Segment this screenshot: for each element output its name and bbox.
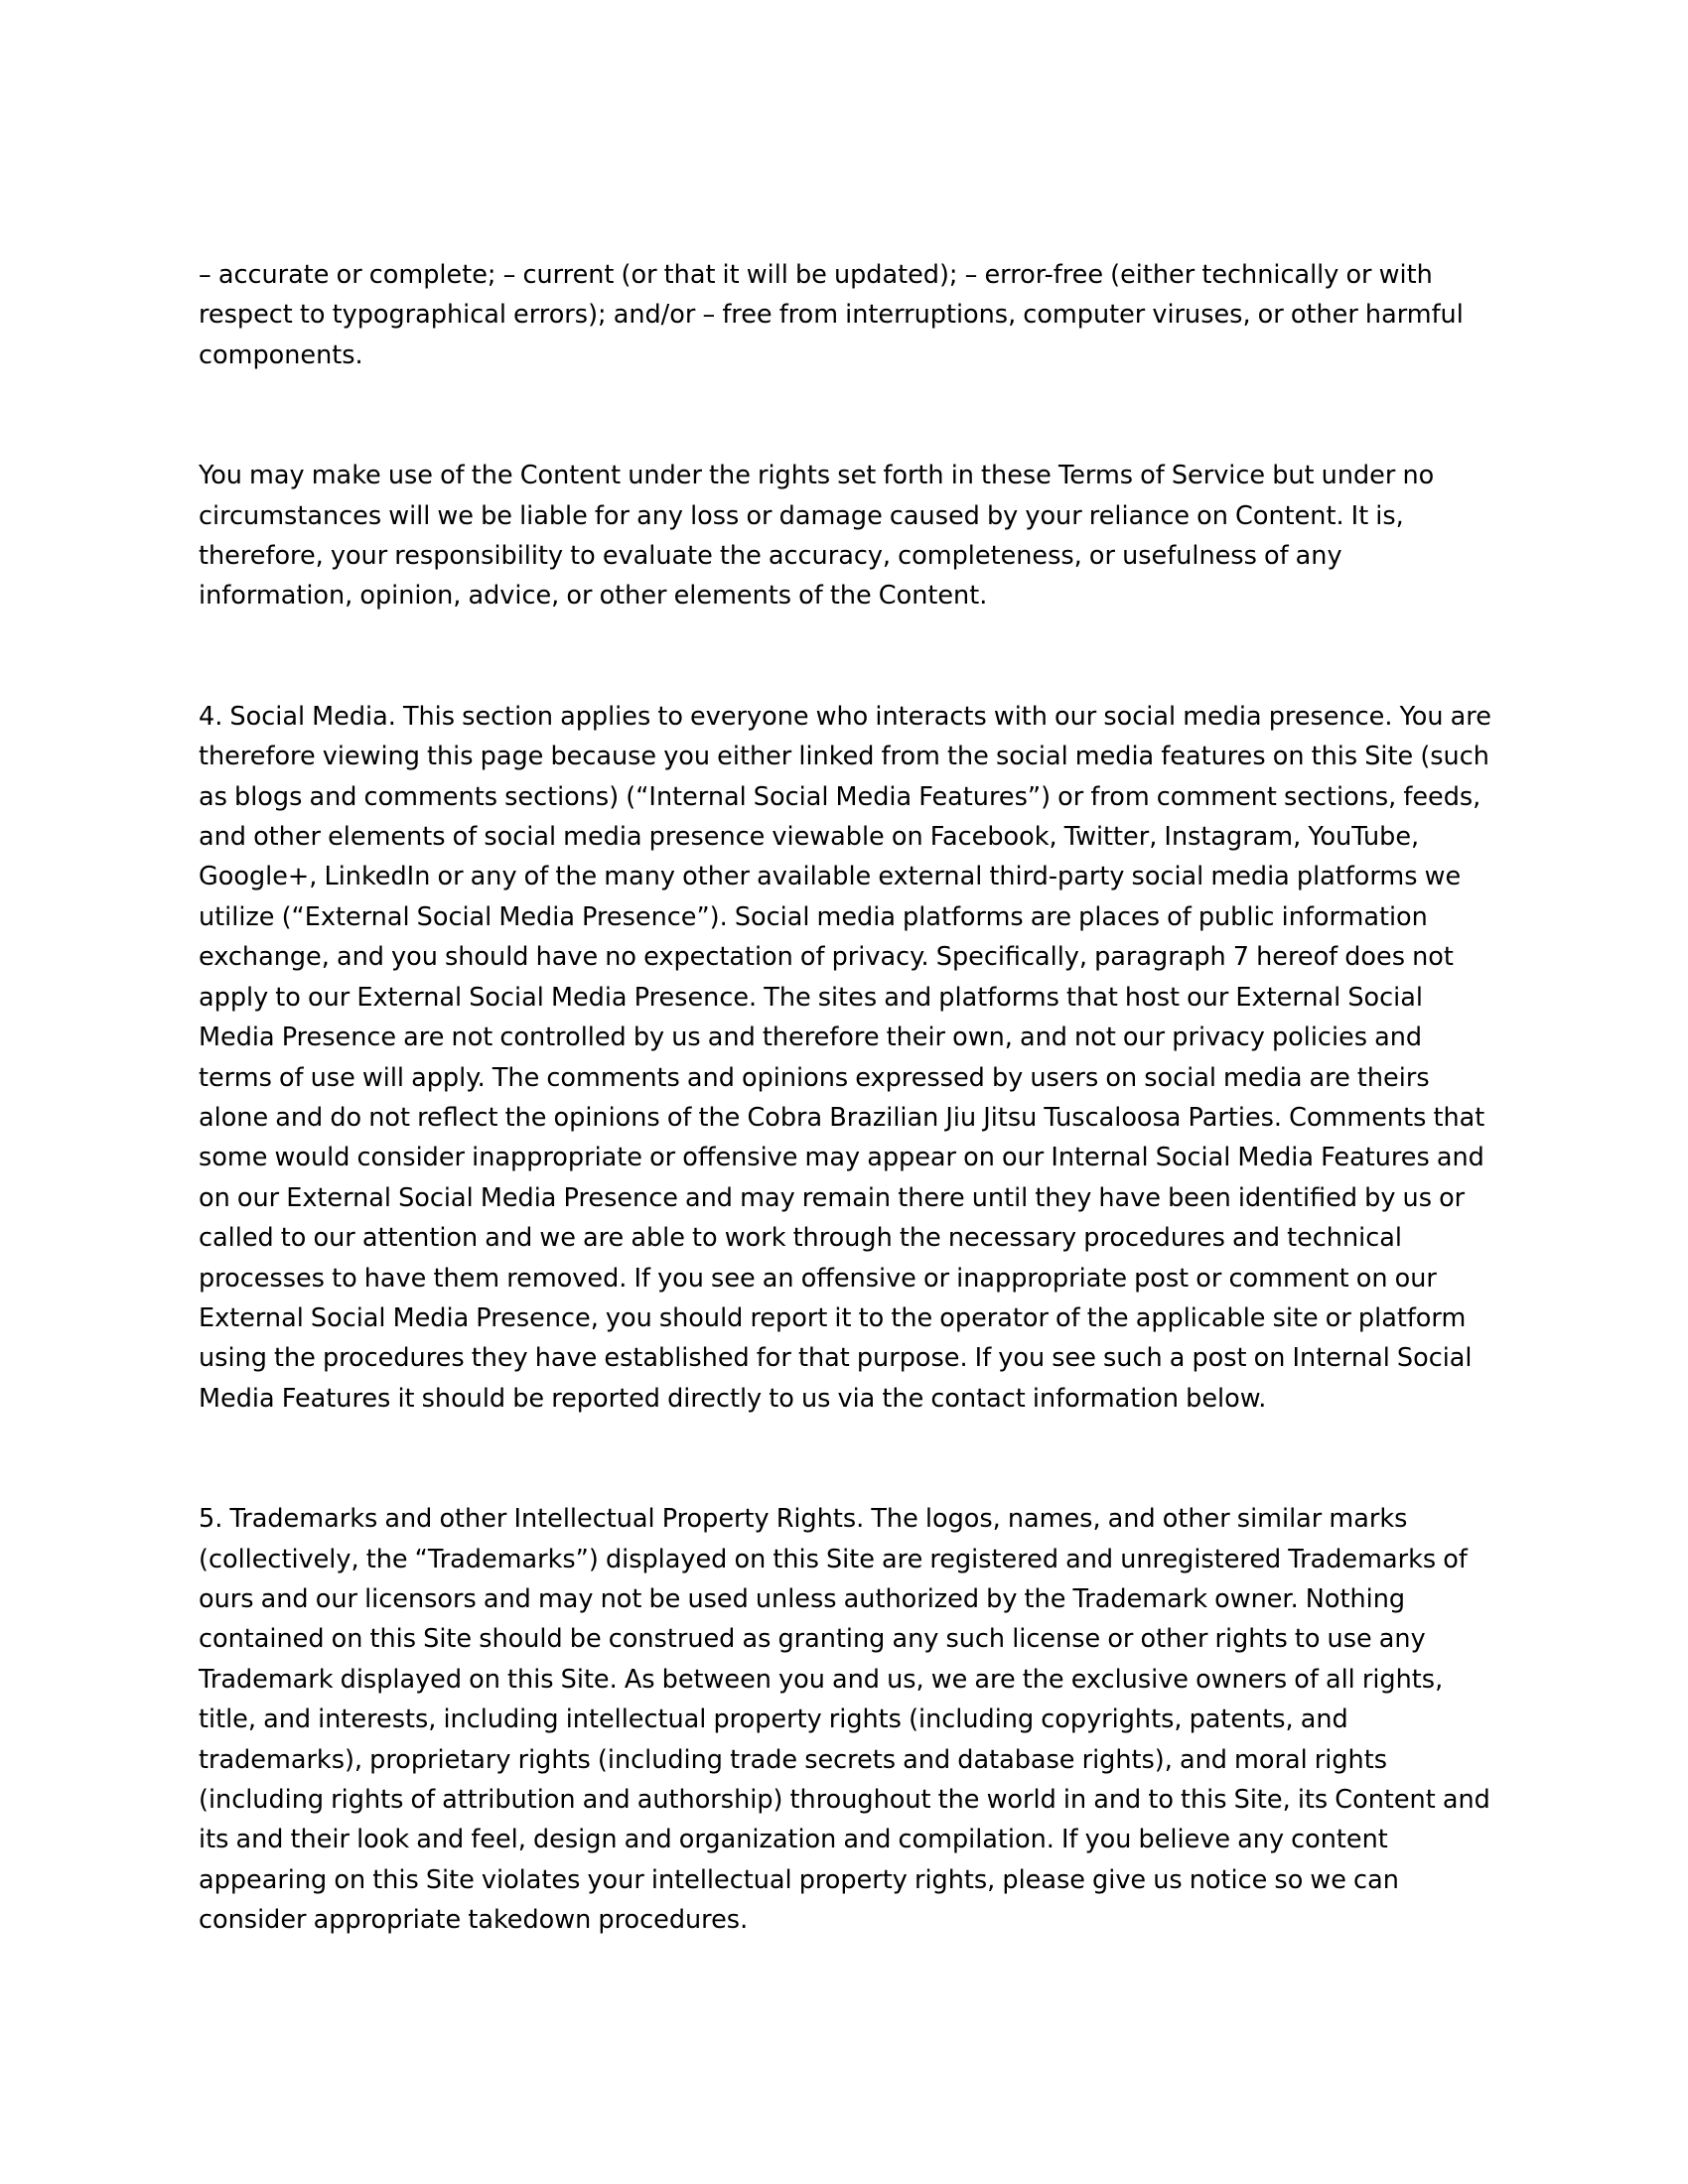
paragraph-content-reliance: You may make use of the Content under the rights set forth in these Terms of Service but under no circumstances will we be liable for any loss or damage caused by your reliance on Content. It is, therefore, your responsibility to evaluate the accuracy, completeness, or usefulness of any information, opinion, advice, or other elements of the Content. [199, 461, 1435, 612]
paragraph-social-media: 4. Social Media. This section applies to everyone who interacts with our social media presence. You are therefore viewing this page because you either linked from the social media features on this Site (such as blogs and comments sections) (“Internal Social Media Features”) or from comment sections, feeds, and other elements of social media presence viewable on Facebook, Twitter, Instagram, YouTube, Google+, LinkedIn or any of the many other available external third-party social media platforms we utilize (“External Social Media Presence”). Social media platforms are places of public information exchange, and you should have no expectation of privacy. Specifically, paragraph 7 hereof does not apply to our External Social Media Presence. The sites and platforms that host our External Social Media Presence are not controlled by us and therefore their own, and not our privacy policies and terms of use will apply. The comments and opinions expressed by users on social media are theirs alone and do not reflect the opinions of the Cobra Brazilian Jiu Jitsu Tuscaloosa Parties. Comments that some would consider inappropriate or offensive may appear on our Internal Social Media Features and on our External Social Media Presence and may remain there until they have been identified by us or called to our attention and we are able to work through the necessary procedures and technical processes to have them removed. If you see an offensive or inappropriate post or comment on our External Social Media Presence, you should report it to the operator of the applicable site or platform using the procedures they have established for that purpose. If you see such a post on Internal Social Media Features it should be reported directly to us via the contact information below. [199, 701, 1491, 1414]
document-body [199, 255, 1499, 2021]
paragraph-trademarks: 5. Trademarks and other Intellectual Property Rights. The logos, names, and other similar marks (collectively, the “Trademarks”) displayed on this Site are registered and unregistered Trademarks of ours and our licensors and may not be used unless authorized by the Trademark owner. Nothing contained on this Site should be construed as granting any such license or other rights to use any Trademark displayed on this Site. As between you and us, we are the exclusive owners of all rights, title, and interests, including intellectual property rights (including copyrights, patents, and trademarks), proprietary rights (including trade secrets and database rights), and moral rights (including rights of attribution and authorship) throughout the world in and to this Site, its Content and its and their look and feel, design and organization and compilation. If you believe any content appearing on this Site violates your intellectual property rights, please give us notice so we can consider appropriate takedown procedures. [199, 1504, 1490, 1936]
paragraph-warranty-list: – accurate or complete; – current (or that it will be updated); – error-free (either technically or with respect to typographical errors); and/or – free from interruptions, computer viruses, or other harmful components. [199, 260, 1464, 370]
